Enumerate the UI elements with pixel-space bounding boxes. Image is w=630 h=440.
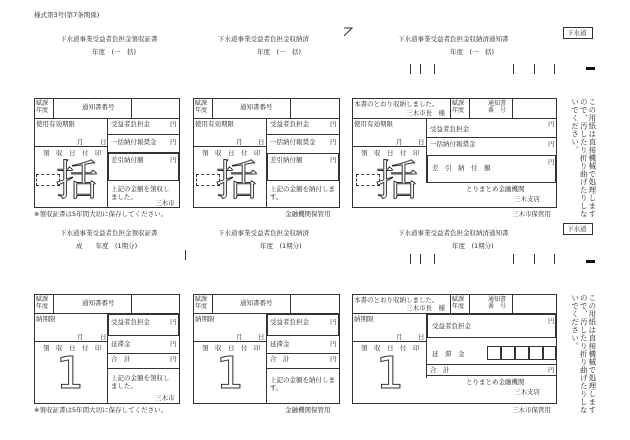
bottom-glyph-1: 1 — [56, 348, 84, 399]
ocr-tick — [434, 64, 435, 74]
rule — [53, 294, 54, 313]
rule — [352, 118, 557, 119]
ocr-tick — [513, 64, 514, 74]
bottom-title-1: 下水道事業受益者負担金領収証書 — [60, 229, 158, 237]
rule — [107, 134, 180, 135]
rule — [266, 353, 340, 354]
top-glyph-1: 括 — [56, 156, 99, 205]
rule — [131, 294, 132, 313]
rule — [34, 341, 107, 342]
rule — [193, 341, 266, 342]
form-number: 様式第3号(第7条関係) — [34, 11, 100, 19]
rule — [450, 294, 451, 313]
rule — [107, 353, 180, 354]
ocr-tick — [534, 254, 535, 264]
ocr-tick — [554, 64, 555, 74]
top-water-tag: 下水道 — [563, 27, 593, 39]
top-year-2: 年度 (一 括) — [257, 48, 302, 56]
bottom-water-tag: 下水道 — [563, 223, 593, 235]
rule — [212, 98, 213, 118]
ocr-tick — [185, 250, 186, 260]
top-glyph-3: 括 — [376, 156, 419, 205]
top-glyph-2: 括 — [216, 156, 259, 205]
rule — [53, 98, 54, 118]
rule — [450, 98, 451, 118]
bottom-title-2: 下水道事業受益者負担金収納済 — [218, 229, 309, 237]
corner-mark-icon — [343, 27, 353, 37]
ocr-tick — [410, 64, 411, 74]
ocr-tick — [554, 254, 555, 264]
rule — [290, 294, 291, 313]
top-title-1: 下水道事業受益者負担金領収証書 — [60, 35, 158, 43]
rule — [512, 98, 513, 118]
rule — [469, 294, 470, 313]
ocr-tick — [513, 254, 514, 264]
rule — [512, 294, 513, 313]
rule — [352, 146, 426, 147]
rule — [266, 134, 340, 135]
ocr-tick — [420, 254, 421, 264]
top-year-3: 年度 (一 括) — [450, 48, 495, 56]
rule — [426, 137, 557, 138]
bottom-year-1: 成 年度 (1期分) — [76, 242, 138, 250]
rule — [426, 375, 557, 376]
top-title-2: 下水道事業受益者負担金収納済 — [218, 35, 309, 43]
sync-mark — [586, 260, 595, 263]
sync-mark — [586, 67, 595, 70]
rule — [290, 98, 291, 118]
ocr-tick — [434, 254, 435, 264]
ocr-tick — [420, 64, 421, 74]
rule — [107, 368, 180, 369]
bottom-glyph-3: 1 — [376, 348, 404, 399]
rule — [352, 341, 426, 342]
rule — [193, 146, 266, 147]
bottom-year-2: 年度 (1期分) — [260, 242, 302, 250]
bottom-title-3: 下水道事業受益者負担金収納済通知書 — [398, 229, 509, 237]
bottom-glyph-2: 1 — [216, 348, 244, 399]
digit-cell — [543, 346, 556, 360]
top-side-notice: この用紙は直接機械で処理しますので、汚したり折り曲げたりしないでください。 — [570, 98, 597, 218]
bottom-year-3: 年度 (1期分) — [452, 242, 494, 250]
rule — [131, 98, 132, 118]
digit-cell — [529, 346, 543, 360]
digit-cell — [515, 346, 529, 360]
rule — [426, 364, 557, 365]
rule — [212, 294, 213, 313]
top-title-3: 下水道事業受益者負担金収納済通知書 — [398, 35, 509, 43]
ocr-tick — [534, 64, 535, 74]
top-year-1: 年度 (一 括) — [92, 48, 137, 56]
rule — [266, 368, 340, 369]
digit-cell — [487, 346, 501, 360]
rule — [469, 98, 470, 118]
digit-cell — [501, 346, 515, 360]
ocr-tick — [410, 254, 411, 264]
rule — [34, 146, 107, 147]
bottom-side-notice: この用紙は直接機械で処理しますので、汚したり折り曲げたりしないでください。 — [570, 294, 597, 414]
